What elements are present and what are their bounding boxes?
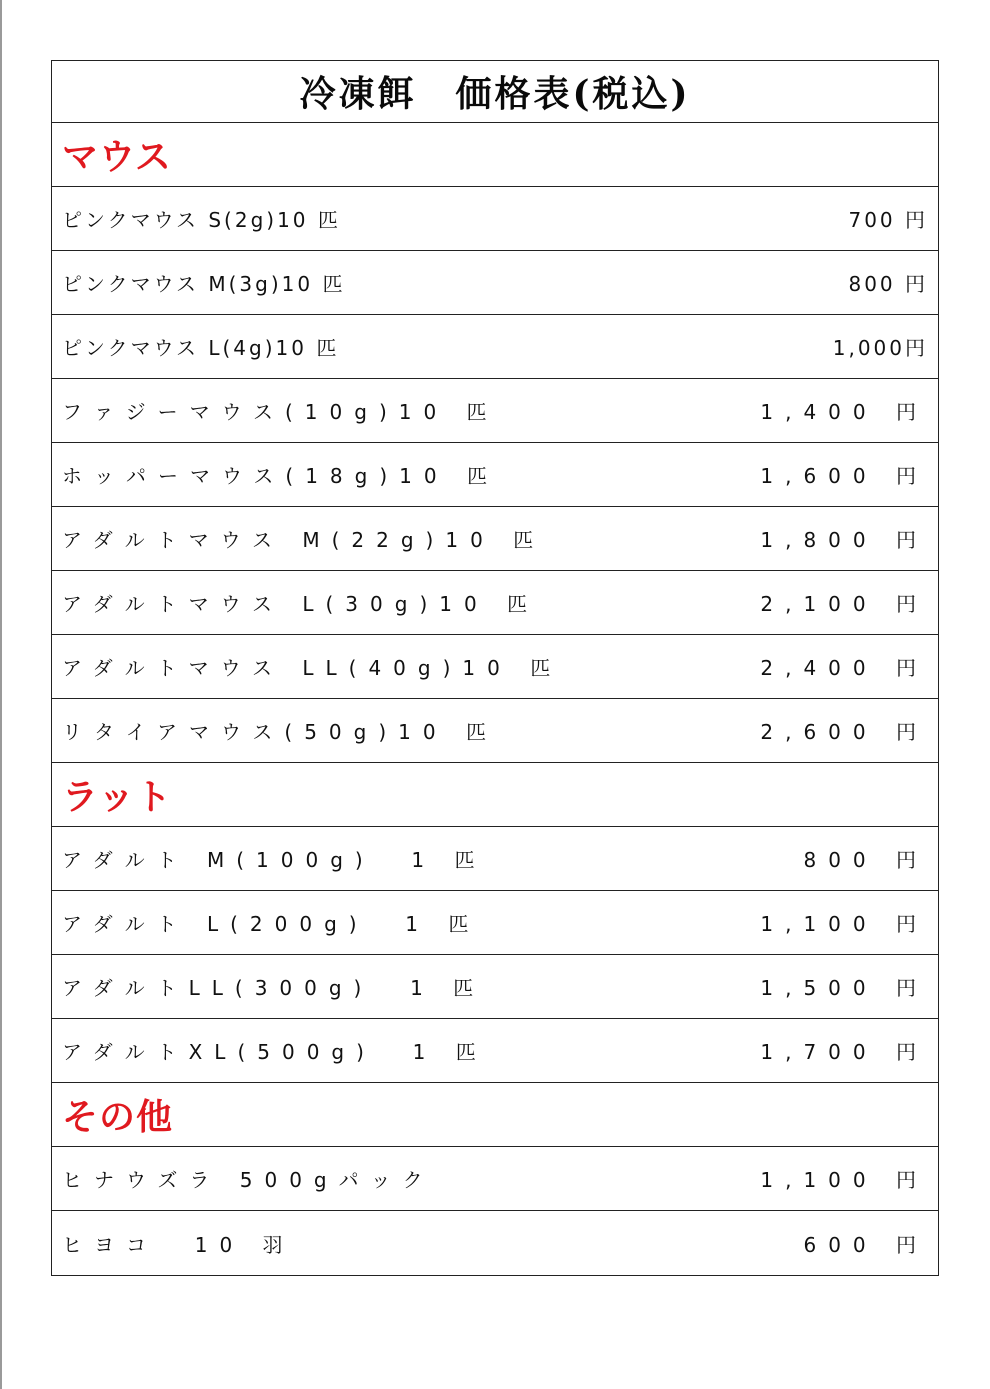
- table-row: [52, 699, 938, 763]
- table-row: [52, 315, 938, 379]
- table-row: [52, 507, 938, 571]
- item-price: 1,100 円: [760, 1168, 928, 1192]
- item-price: 1,400 円: [760, 400, 928, 424]
- table-row: [52, 635, 938, 699]
- item-name: アダルトLL(300g) 1 匹: [62, 976, 486, 1000]
- table-row: [52, 955, 938, 1019]
- table-row: [52, 827, 938, 891]
- item-price: 1,500 円: [760, 976, 928, 1000]
- table-row: [52, 571, 938, 635]
- section-label-rat: ラット: [62, 777, 173, 818]
- title-row: [52, 61, 938, 123]
- item-name: アダルト M(100g) 1 匹: [62, 848, 487, 872]
- item-price: 1,800 円: [760, 528, 928, 552]
- table-row: [52, 187, 938, 251]
- item-name: ヒヨコ 10 羽: [62, 1232, 295, 1257]
- item-name: ピンクマウス L(4g)10 匹: [62, 336, 340, 360]
- item-name: アダルトマウス L(30g)10 匹: [62, 592, 540, 616]
- item-price: 600 円: [803, 1232, 928, 1257]
- table-row: [52, 891, 938, 955]
- item-name: ホッパーマウス(18g)10 匹: [62, 464, 499, 488]
- page-edge: [0, 0, 2, 1389]
- item-price: 2,400 円: [760, 656, 928, 680]
- item-price: 1,000円: [832, 336, 928, 360]
- price-table: [51, 60, 939, 1276]
- item-name: リタイアマウス(50g)10 匹: [62, 720, 498, 744]
- item-name: ピンクマウス M(3g)10 匹: [62, 272, 346, 296]
- item-price: 1,100 円: [760, 912, 928, 936]
- item-price: 2,600 円: [760, 720, 928, 744]
- table-row: [52, 251, 938, 315]
- item-name: アダルトマウス LL(40g)10 匹: [62, 656, 563, 680]
- item-price: 1,600 円: [760, 464, 928, 488]
- item-price: 800 円: [848, 272, 928, 296]
- section-label-other: その他: [62, 1097, 174, 1138]
- table-row: [52, 379, 938, 443]
- item-name: アダルト L(200g) 1 匹: [62, 912, 481, 936]
- table-row: [52, 1211, 938, 1275]
- item-name: アダルトXL(500g) 1 匹: [62, 1040, 488, 1064]
- item-name: ファジーマウス(10g)10 匹: [62, 400, 499, 424]
- item-price: 800 円: [803, 848, 928, 872]
- item-price: 700 円: [848, 208, 928, 232]
- item-name: アダルトマウス M(22g)10 匹: [62, 528, 546, 552]
- section-header-rat: [52, 763, 938, 827]
- section-header-other: [52, 1083, 938, 1147]
- section-label-mouse: マウス: [62, 137, 172, 178]
- table-row: [52, 1019, 938, 1083]
- table-row: [52, 443, 938, 507]
- page-title: 冷凍餌 価格表(税込): [299, 73, 691, 115]
- item-price: 2,100 円: [760, 592, 928, 616]
- item-price: 1,700 円: [760, 1040, 928, 1064]
- item-name: ピンクマウス S(2g)10 匹: [62, 208, 341, 232]
- table-row: [52, 1147, 938, 1211]
- section-header-mouse: [52, 123, 938, 187]
- item-name: ヒナウズラ 500gパック: [62, 1168, 435, 1192]
